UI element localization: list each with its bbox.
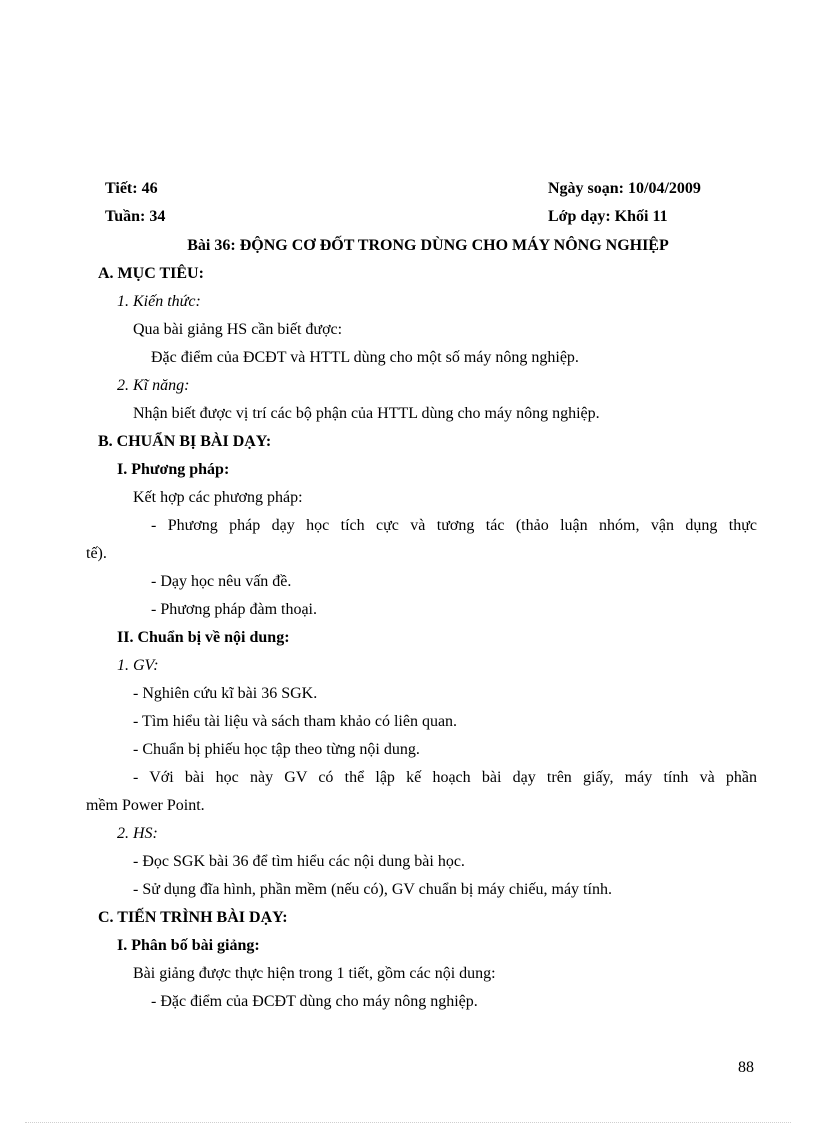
skills-heading: 2. Kĩ năng: xyxy=(117,377,190,394)
page-number: 88 xyxy=(738,1059,754,1076)
knowledge-heading: 1. Kiến thức: xyxy=(117,293,201,310)
method-item-1-continuation: tế). xyxy=(86,545,107,562)
method-item-3: - Phương pháp đàm thoại. xyxy=(151,601,317,618)
distribution-item-1: - Đặc điểm của ĐCĐT dùng cho máy nông nghiệp. xyxy=(151,993,478,1010)
knowledge-item: Đặc điểm của ĐCĐT và HTTL dùng cho một số máy nông nghiệp. xyxy=(151,349,579,366)
teacher-item-4-continuation: mềm Power Point. xyxy=(86,797,205,814)
distribution-intro: Bài giảng được thực hiện trong 1 tiết, gồm các nội dung: xyxy=(133,965,496,982)
student-item-1: - Đọc SGK bài 36 để tìm hiểu các nội dung bài học. xyxy=(133,853,465,870)
class-grade: Lớp dạy: Khối 11 xyxy=(548,208,668,225)
teacher-heading: 1. GV: xyxy=(117,657,159,674)
method-item-1: - Phương pháp dạy học tích cực và tương tác (thảo luận nhóm, vận dụng thực xyxy=(151,517,757,534)
section-b-heading: B. CHUẨN BỊ BÀI DẠY: xyxy=(98,433,272,450)
methods-heading: I. Phương pháp: xyxy=(117,461,230,478)
methods-intro: Kết hợp các phương pháp: xyxy=(133,489,303,506)
teacher-item-4: - Với bài học này GV có thể lập kế hoạch bài dạy trên giấy, máy tính và phần xyxy=(133,769,757,786)
content-prep-heading: II. Chuẩn bị về nội dung: xyxy=(117,629,290,646)
lesson-title: Bài 36: ĐỘNG CƠ ĐỐT TRONG DÙNG CHO MÁY NÔNG NGHIỆP xyxy=(187,237,669,254)
teacher-item-2: - Tìm hiểu tài liệu và sách tham khảo có liên quan. xyxy=(133,713,458,730)
teacher-item-3: - Chuẩn bị phiếu học tập theo từng nội dung. xyxy=(133,741,420,758)
method-item-2: - Dạy học nêu vấn đề. xyxy=(151,573,292,590)
student-heading: 2. HS: xyxy=(117,825,158,842)
section-a-heading: A. MỤC TIÊU: xyxy=(98,265,204,282)
distribution-heading: I. Phân bố bài giảng: xyxy=(117,937,260,954)
student-item-2: - Sử dụng đĩa hình, phần mềm (nếu có), GV chuẩn bị máy chiếu, máy tính. xyxy=(133,881,612,898)
section-c-heading: C. TIẾN TRÌNH BÀI DẠY: xyxy=(98,909,288,926)
teacher-item-1: - Nghiên cứu kĩ bài 36 SGK. xyxy=(133,685,318,702)
lesson-number: Tiết: 46 xyxy=(105,180,158,197)
week-number: Tuần: 34 xyxy=(105,208,166,225)
preparation-date: Ngày soạn: 10/04/2009 xyxy=(548,180,701,197)
skills-item: Nhận biết được vị trí các bộ phận của HTTL dùng cho máy nông nghiệp. xyxy=(133,405,600,422)
knowledge-intro: Qua bài giảng HS cần biết được: xyxy=(133,321,343,338)
